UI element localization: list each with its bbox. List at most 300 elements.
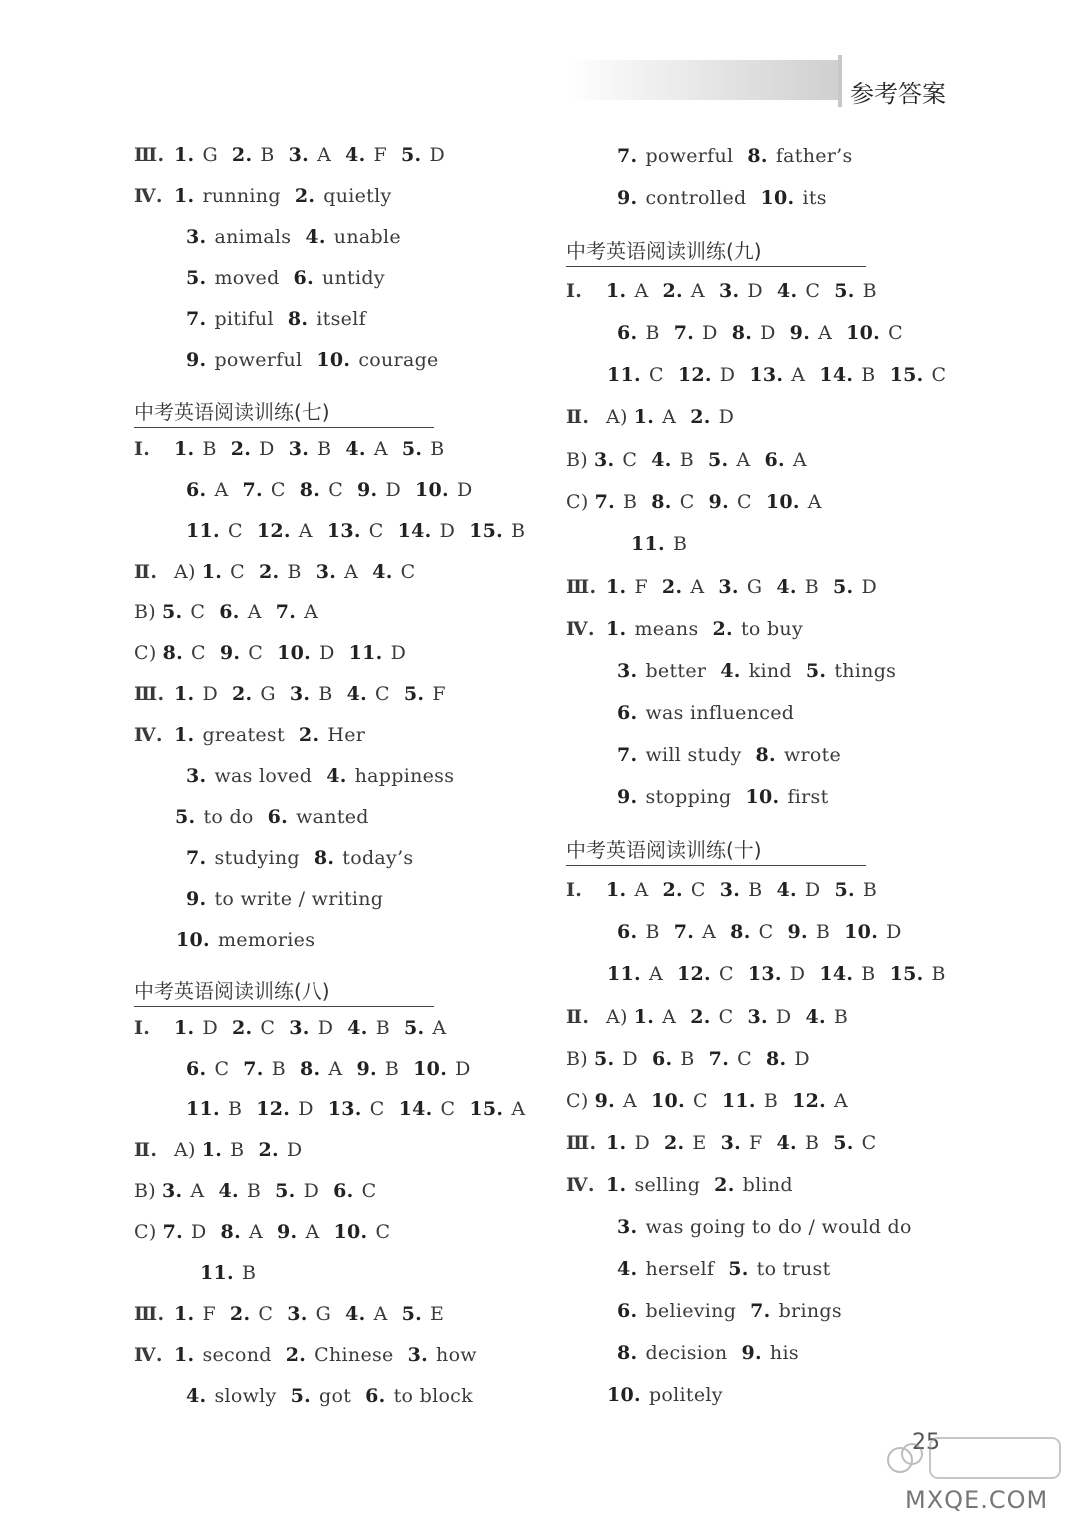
- answer-text: Chinese: [314, 1344, 394, 1366]
- question-number: 1.: [201, 561, 223, 583]
- answer-text: B: [375, 1017, 390, 1039]
- answer-text: B: [317, 438, 332, 460]
- question-number: 2.: [259, 561, 280, 583]
- answer-text: C: [328, 479, 344, 501]
- answer-line: [631, 533, 701, 555]
- question-number: 2.: [662, 879, 683, 901]
- answer-item: [289, 438, 332, 460]
- question-number: 5.: [403, 683, 425, 705]
- answer-item: [846, 322, 903, 344]
- answer-text: C: [190, 601, 206, 623]
- answer-text: B: [833, 1006, 849, 1028]
- answer-line: [617, 145, 867, 167]
- question-number: 4.: [720, 660, 741, 682]
- question-number: 8.: [765, 1048, 787, 1070]
- answer-item: [741, 1342, 798, 1364]
- answer-line: [617, 921, 916, 943]
- answer-item: [202, 1139, 245, 1161]
- answer-item: [232, 144, 275, 166]
- question-number: 4.: [805, 1006, 826, 1028]
- answer-text: A: [373, 1303, 388, 1325]
- question-number: 6.: [617, 921, 638, 943]
- answer-item: [401, 144, 445, 166]
- answer-text: second: [202, 1344, 272, 1366]
- answer-item: [787, 921, 830, 943]
- question-number: 11.: [607, 364, 641, 386]
- answer-item: [819, 963, 875, 985]
- answer-text: B: [815, 921, 831, 943]
- question-number: 2.: [690, 406, 711, 428]
- question-number: 7.: [673, 322, 695, 344]
- answer-line: [566, 879, 891, 901]
- answer-text: D: [634, 1132, 650, 1154]
- answer-text: untidy: [321, 267, 385, 289]
- answer-item: [730, 921, 773, 943]
- answer-text: D: [718, 406, 735, 428]
- answer-item: [819, 364, 875, 386]
- question-number: 11.: [348, 642, 383, 664]
- question-number: 2.: [662, 280, 683, 302]
- answer-item: [232, 1017, 275, 1039]
- question-number: 10.: [413, 1058, 448, 1080]
- question-number: 5.: [833, 1132, 854, 1154]
- question-number: 7.: [673, 921, 695, 943]
- question-number: 4.: [776, 280, 798, 302]
- question-number: 7.: [708, 1048, 730, 1070]
- answer-item: [607, 963, 663, 985]
- answer-item: [404, 1017, 446, 1039]
- answer-item: [202, 561, 245, 583]
- answer-text: D: [760, 322, 776, 344]
- question-number: 5.: [161, 601, 183, 623]
- question-number: 8.: [299, 479, 321, 501]
- answer-item: [186, 888, 383, 910]
- page-number: 25: [912, 1430, 940, 1455]
- answer-text: D: [886, 921, 902, 943]
- answer-item: [259, 561, 302, 583]
- question-number: 2.: [229, 1303, 251, 1325]
- answer-text: B: [260, 144, 275, 166]
- question-number: 13.: [326, 520, 361, 542]
- answer-text: powerful: [214, 349, 303, 371]
- question-number: 2.: [714, 1174, 735, 1196]
- question-number: 9.: [741, 1342, 762, 1364]
- question-number: 9.: [357, 479, 378, 501]
- answer-text: A: [623, 1090, 638, 1112]
- question-number: 2.: [661, 576, 683, 598]
- answer-text: B: [680, 1048, 695, 1070]
- answer-text: C: [622, 449, 638, 471]
- answer-line: [186, 520, 539, 542]
- answer-text: animals: [214, 226, 292, 248]
- answer-text: D: [622, 1048, 638, 1070]
- question-number: 3.: [186, 226, 207, 248]
- answer-item: [594, 449, 637, 471]
- answer-item: [345, 438, 387, 460]
- answer-text: kind: [748, 660, 792, 682]
- answer-item: [747, 1006, 791, 1028]
- question-number: 3.: [287, 1303, 308, 1325]
- answer-item: [709, 491, 752, 513]
- question-number: 8.: [299, 1058, 321, 1080]
- answer-line: [134, 561, 429, 583]
- answer-text: memories: [217, 929, 316, 951]
- question-number: 5.: [834, 879, 855, 901]
- question-number: 9.: [789, 322, 811, 344]
- answer-text: C: [227, 520, 243, 542]
- question-number: 15.: [469, 520, 504, 542]
- answer-text: B: [672, 533, 688, 555]
- question-number: 3.: [593, 449, 615, 471]
- answer-line: [617, 187, 841, 209]
- answer-item: [176, 929, 315, 951]
- answer-text: E: [692, 1132, 707, 1154]
- answer-item: [286, 1344, 394, 1366]
- answer-line: [175, 806, 383, 828]
- question-number: 3.: [186, 765, 207, 787]
- answer-text: A: [511, 1098, 526, 1120]
- answer-line: [134, 601, 332, 623]
- question-number: 2.: [298, 724, 320, 746]
- question-number: 3.: [289, 1017, 310, 1039]
- answer-line: [134, 144, 459, 166]
- answer-text: B: [271, 1058, 286, 1080]
- answer-item: [326, 765, 454, 787]
- answer-text: slowly: [214, 1385, 277, 1407]
- answer-line: [617, 1216, 926, 1238]
- question-number: 5.: [275, 1180, 296, 1202]
- answer-text: to buy: [740, 618, 804, 640]
- question-number: 15.: [889, 963, 924, 985]
- question-number: 8.: [220, 1221, 241, 1243]
- answer-line: [566, 618, 817, 640]
- answer-item: [690, 1006, 733, 1028]
- answer-item: [790, 322, 832, 344]
- answer-text: A: [304, 601, 319, 623]
- answer-text: C: [718, 1006, 734, 1028]
- roman-numeral: Ⅳ.: [134, 185, 163, 207]
- answer-text: C: [679, 491, 695, 513]
- answer-item: [300, 479, 343, 501]
- question-number: 9.: [617, 187, 638, 209]
- answer-text: C: [368, 520, 384, 542]
- answer-item: [890, 364, 947, 386]
- answer-item: [677, 963, 734, 985]
- answer-line: [134, 1344, 491, 1366]
- answer-line: [186, 308, 380, 330]
- question-number: 1.: [174, 185, 195, 207]
- answer-text: C: [718, 963, 734, 985]
- roman-numeral: Ⅳ.: [566, 618, 595, 640]
- answer-item: [720, 879, 763, 901]
- question-number: 12.: [256, 520, 291, 542]
- answer-text: to write / writing: [214, 888, 384, 910]
- answer-text: better: [645, 660, 707, 682]
- answer-text: was loved: [214, 765, 313, 787]
- answer-text: D: [303, 1180, 320, 1202]
- answer-text: means: [634, 618, 699, 640]
- question-number: 9.: [186, 349, 207, 371]
- answer-line: [134, 185, 406, 207]
- answer-item: [221, 1221, 263, 1243]
- answer-text: C: [400, 561, 416, 583]
- answer-text: its: [802, 187, 827, 209]
- answer-text: his: [769, 1342, 799, 1364]
- question-number: 5.: [403, 1017, 425, 1039]
- answer-text: A: [807, 491, 822, 513]
- answer-item: [833, 1132, 876, 1154]
- answer-item: [617, 187, 746, 209]
- question-number: 6.: [219, 601, 240, 623]
- question-number: 10.: [760, 187, 795, 209]
- answer-text: B: [384, 1058, 400, 1080]
- subpart-label: A): [606, 406, 628, 428]
- answer-item: [328, 1098, 385, 1120]
- question-number: 9.: [594, 1090, 615, 1112]
- question-number: 4.: [305, 226, 326, 248]
- answer-text: F: [749, 1132, 763, 1154]
- answer-item: [721, 1132, 763, 1154]
- answer-item: [345, 144, 387, 166]
- answer-text: happiness: [354, 765, 455, 787]
- section-title-s7: 中考英语阅读训练(七): [134, 396, 434, 428]
- answer-text: D: [804, 879, 821, 901]
- answer-item: [299, 724, 365, 746]
- answer-text: G: [746, 576, 763, 598]
- answer-text: A: [247, 601, 262, 623]
- answer-item: [300, 1058, 342, 1080]
- answer-item: [651, 1090, 708, 1112]
- question-number: 10.: [316, 349, 351, 371]
- subpart-label: A): [174, 1139, 196, 1161]
- answer-item: [617, 1258, 714, 1280]
- roman-numeral: Ⅱ.: [566, 1006, 590, 1028]
- answer-item: [606, 1174, 700, 1196]
- question-number: 7.: [750, 1300, 771, 1322]
- answer-item: [748, 963, 806, 985]
- question-number: 15.: [889, 364, 924, 386]
- answer-text: controlled: [645, 187, 747, 209]
- answer-item: [728, 1258, 830, 1280]
- answer-item: [617, 921, 660, 943]
- page-header-title: 参考答案: [850, 80, 946, 108]
- answer-text: blind: [742, 1174, 793, 1196]
- answer-text: A: [690, 576, 705, 598]
- question-number: 1.: [174, 1303, 195, 1325]
- answer-item: [174, 438, 217, 460]
- answer-text: D: [429, 144, 445, 166]
- answer-line: [186, 847, 427, 869]
- question-number: 1.: [606, 879, 627, 901]
- answer-text: B: [430, 438, 445, 460]
- question-number: 8.: [313, 847, 335, 869]
- question-number: 10.: [765, 491, 800, 513]
- question-number: 3.: [288, 144, 310, 166]
- question-number: 1.: [201, 1139, 223, 1161]
- answer-text: A: [791, 364, 806, 386]
- answer-item: [766, 491, 822, 513]
- answer-item: [174, 144, 218, 166]
- header-divider: [838, 55, 842, 107]
- answer-text: D: [439, 520, 456, 542]
- roman-numeral: Ⅲ.: [134, 1303, 165, 1325]
- question-number: 12.: [256, 1098, 291, 1120]
- answer-text: B: [230, 1139, 245, 1161]
- answer-text: A: [328, 1058, 343, 1080]
- answer-text: D: [719, 364, 736, 386]
- question-number: 3.: [289, 683, 311, 705]
- answer-item: [634, 1006, 676, 1028]
- answer-item: [289, 144, 331, 166]
- question-number: 11.: [200, 1262, 234, 1284]
- question-number: 3.: [288, 438, 310, 460]
- answer-text: B: [862, 280, 877, 302]
- question-number: 8.: [730, 921, 751, 943]
- question-number: 9.: [617, 786, 638, 808]
- question-number: 11.: [631, 533, 665, 555]
- question-number: 5.: [834, 280, 855, 302]
- answer-line: [607, 963, 960, 985]
- answer-item: [617, 1216, 912, 1238]
- answer-line: [134, 1180, 390, 1202]
- answer-item: [243, 1058, 286, 1080]
- answer-item: [662, 576, 704, 598]
- question-number: 3.: [315, 561, 337, 583]
- answer-text: D: [455, 1058, 471, 1080]
- answer-item: [316, 349, 438, 371]
- question-number: 14.: [819, 963, 854, 985]
- question-number: 10.: [176, 929, 210, 951]
- answer-text: A: [702, 921, 717, 943]
- answer-text: D: [319, 642, 335, 664]
- answer-item: [722, 1090, 778, 1112]
- answer-item: [218, 1180, 261, 1202]
- answer-text: C: [375, 1221, 391, 1243]
- question-number: 6.: [617, 702, 638, 724]
- question-number: 3.: [617, 660, 638, 682]
- answer-text: will study: [645, 744, 742, 766]
- question-number: 9.: [186, 888, 207, 910]
- section-title-s8: 中考英语阅读训练(八): [134, 975, 434, 1007]
- answer-line: [186, 1058, 485, 1080]
- answer-item: [402, 438, 445, 460]
- header-band: [566, 60, 838, 100]
- answer-item: [186, 1098, 242, 1120]
- answer-item: [174, 683, 218, 705]
- section-title-s9: 中考英语阅读训练(九): [566, 235, 866, 267]
- subpart-label: C): [566, 1090, 589, 1112]
- question-number: 4.: [326, 765, 347, 787]
- question-number: 8.: [651, 491, 672, 513]
- answer-text: A: [317, 144, 332, 166]
- answer-item: [257, 520, 313, 542]
- answer-text: A: [662, 1006, 677, 1028]
- question-number: 8.: [287, 308, 309, 330]
- answer-text: D: [385, 479, 402, 501]
- question-number: 2.: [231, 144, 253, 166]
- question-number: 7.: [242, 479, 263, 501]
- subpart-label: C): [134, 642, 157, 664]
- answer-item: [174, 1303, 216, 1325]
- answer-text: C: [736, 491, 752, 513]
- answer-line: [186, 1385, 487, 1407]
- question-number: 6.: [186, 1058, 207, 1080]
- answer-text: C: [191, 642, 206, 664]
- question-number: 4.: [776, 1132, 797, 1154]
- question-number: 8.: [617, 1342, 638, 1364]
- answer-line: [566, 1090, 862, 1112]
- answer-item: [372, 561, 415, 583]
- answer-item: [834, 879, 877, 901]
- answer-item: [777, 1132, 820, 1154]
- question-number: 1.: [174, 1017, 195, 1039]
- answer-item: [720, 660, 792, 682]
- answer-text: C: [258, 1303, 274, 1325]
- answer-item: [404, 683, 446, 705]
- answer-item: [186, 308, 274, 330]
- question-number: 6.: [617, 1300, 638, 1322]
- answer-item: [718, 576, 762, 598]
- answer-item: [174, 185, 281, 207]
- answer-item: [258, 1139, 302, 1161]
- answer-line: [607, 364, 960, 386]
- answer-text: itself: [316, 308, 366, 330]
- question-number: 6.: [764, 449, 785, 471]
- answer-item: [607, 364, 664, 386]
- answer-text: C: [214, 1058, 230, 1080]
- answer-text: father’s: [775, 145, 853, 167]
- answer-text: powerful: [645, 145, 734, 167]
- answer-item: [290, 683, 333, 705]
- answer-item: [806, 660, 896, 682]
- answer-text: B: [227, 1098, 243, 1120]
- question-number: 2.: [258, 1139, 279, 1161]
- answer-text: C: [440, 1098, 456, 1120]
- question-number: 14.: [397, 520, 432, 542]
- answer-line: [186, 888, 397, 910]
- answer-item: [844, 921, 902, 943]
- answer-line: [186, 226, 415, 248]
- answer-line: [134, 683, 460, 705]
- roman-numeral: Ⅱ.: [566, 406, 590, 428]
- question-number: 10.: [846, 322, 881, 344]
- answer-text: A: [214, 479, 229, 501]
- answer-item: [595, 1090, 637, 1112]
- roman-numeral: Ⅲ.: [134, 683, 165, 705]
- question-number: 5.: [290, 1385, 312, 1407]
- answer-text: B: [318, 683, 333, 705]
- roman-numeral: Ⅳ.: [134, 1344, 163, 1366]
- question-number: 10.: [333, 1221, 368, 1243]
- question-number: 5.: [593, 1048, 615, 1070]
- answer-text: D: [202, 1017, 218, 1039]
- answer-item: [651, 491, 694, 513]
- answer-text: B: [861, 364, 876, 386]
- answer-text: how: [436, 1344, 477, 1366]
- roman-numeral: Ⅰ.: [134, 438, 151, 460]
- answer-item: [268, 806, 369, 828]
- question-number: 2.: [231, 683, 253, 705]
- answer-item: [606, 1132, 650, 1154]
- question-number: 7.: [162, 1221, 183, 1243]
- question-number: 4.: [347, 1017, 368, 1039]
- answer-text: got: [319, 1385, 352, 1407]
- question-number: 4.: [372, 561, 393, 583]
- answer-text: G: [315, 1303, 332, 1325]
- question-number: 4.: [218, 1180, 239, 1202]
- question-number: 6.: [293, 267, 314, 289]
- answer-text: things: [834, 660, 897, 682]
